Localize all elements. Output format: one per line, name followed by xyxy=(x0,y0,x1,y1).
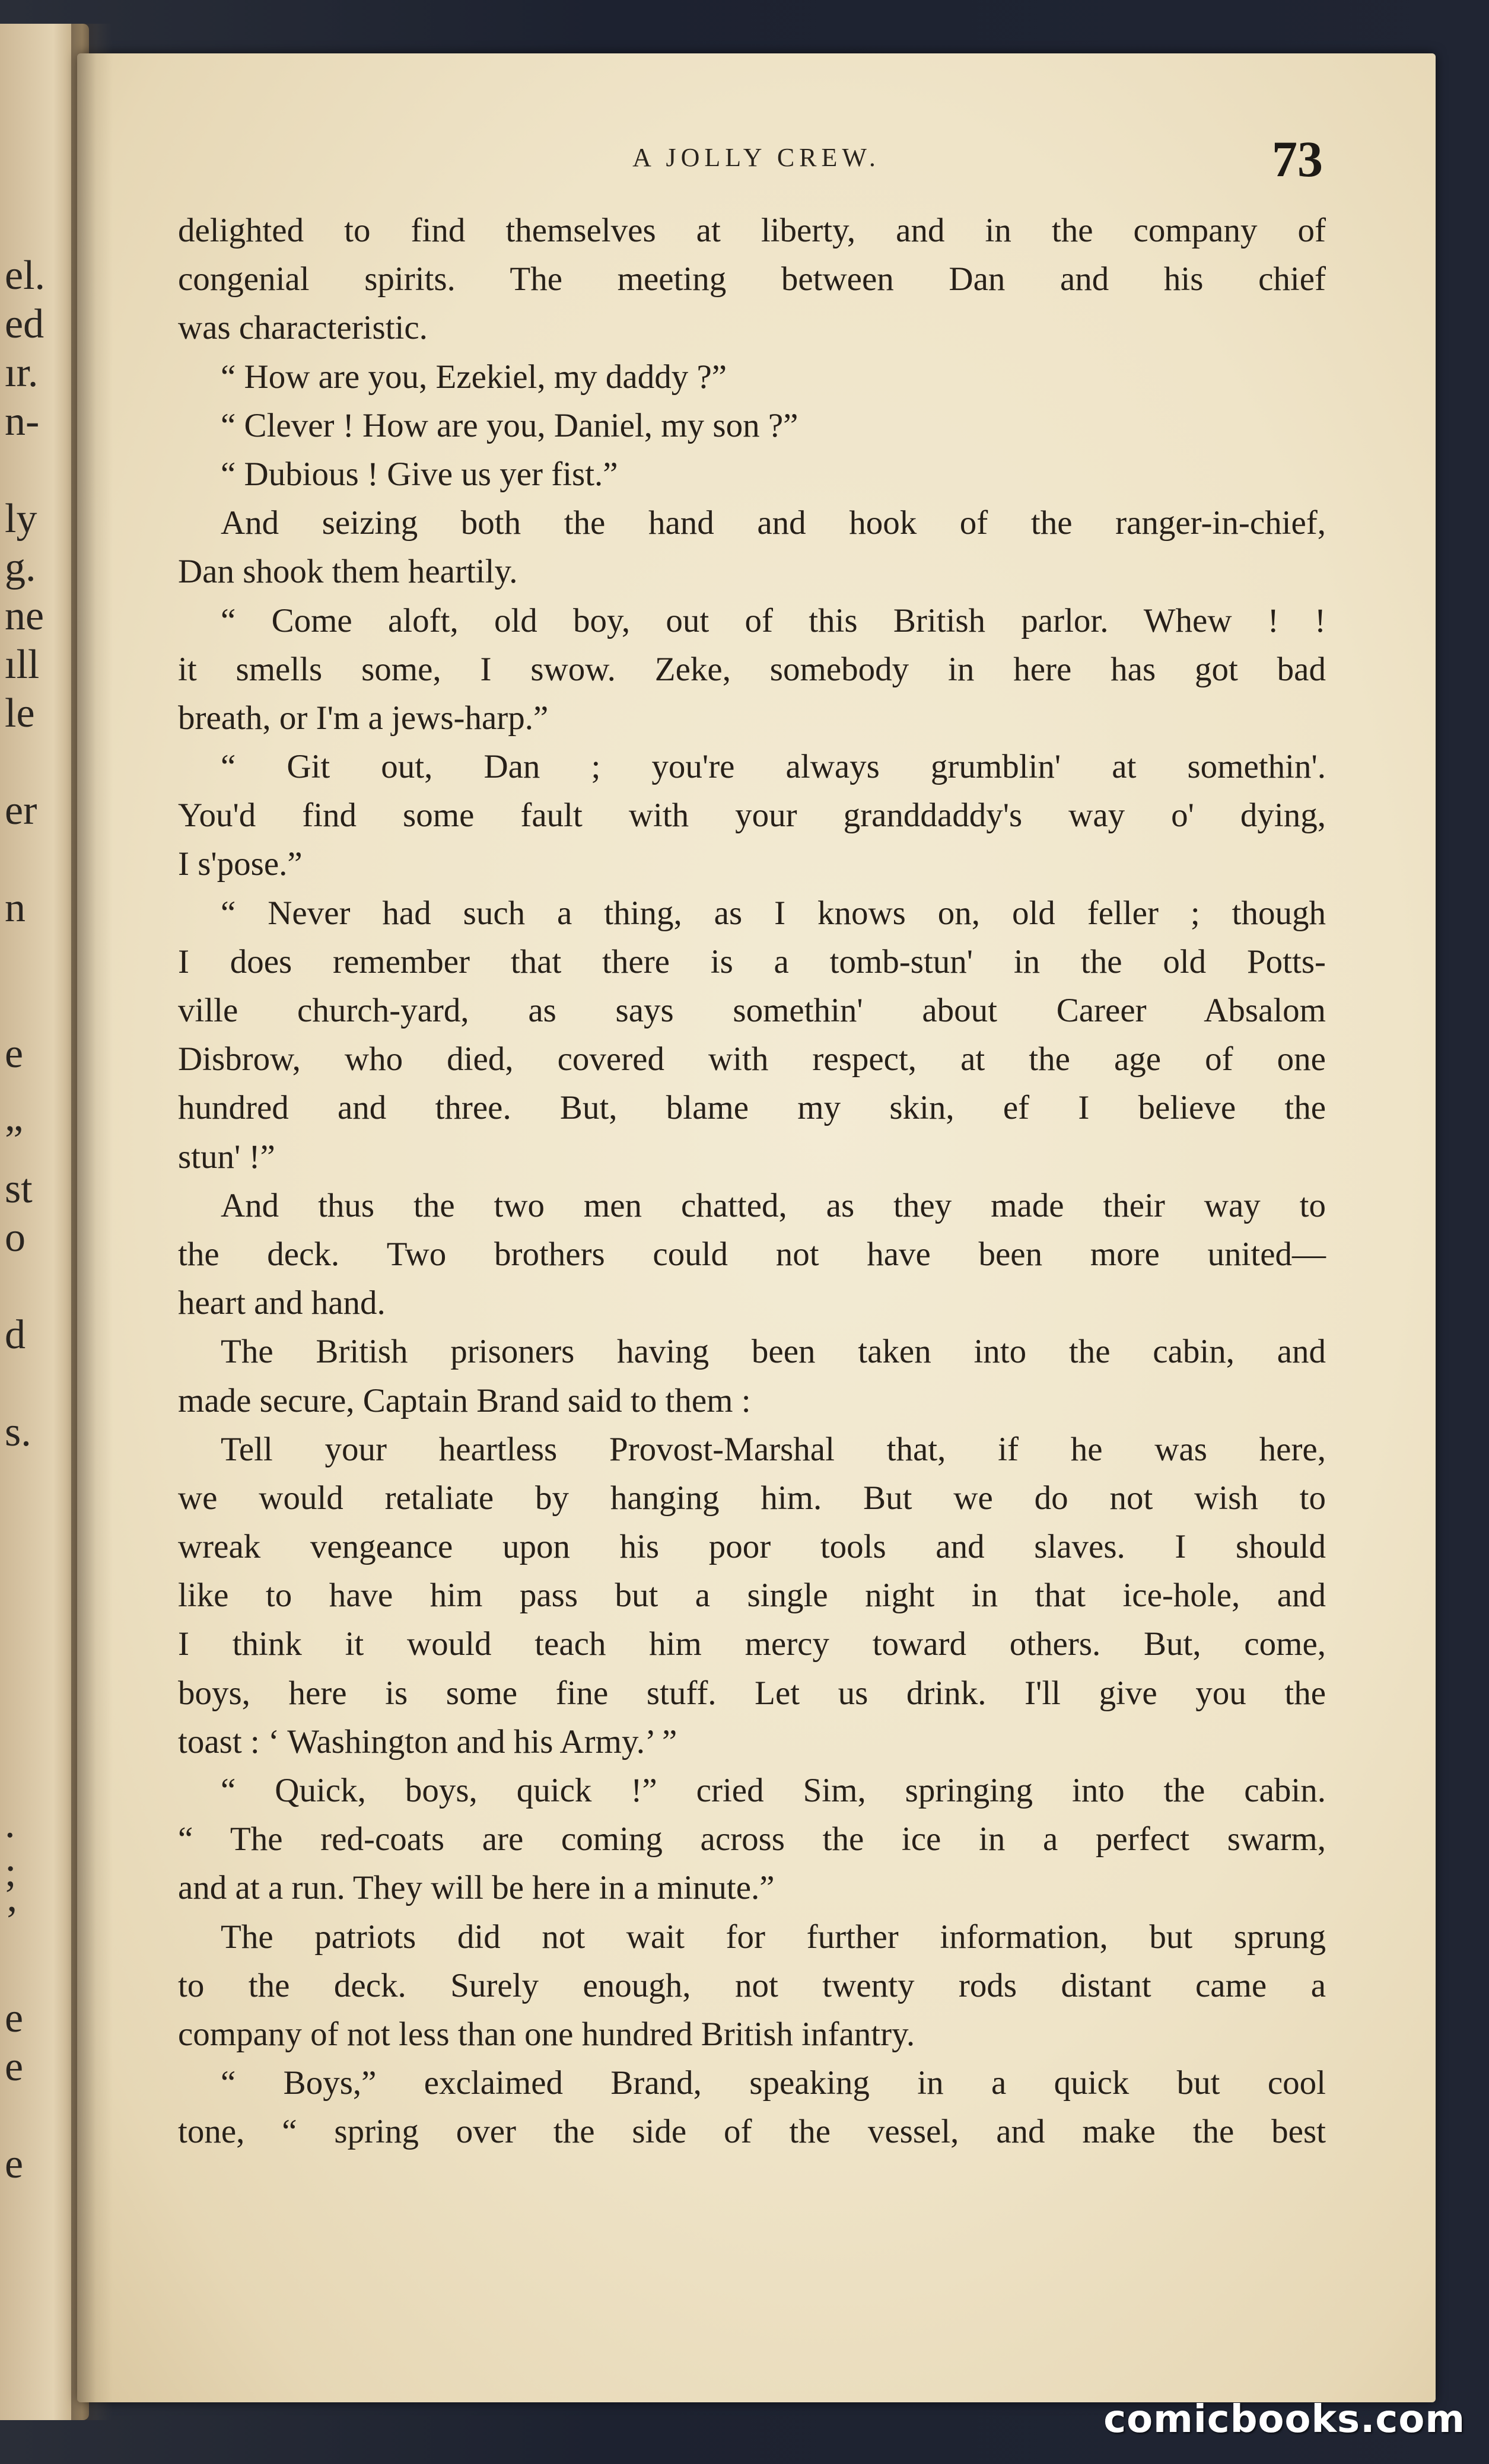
margin-fragment: ly xyxy=(5,496,37,542)
margin-fragment: ır. xyxy=(5,350,39,396)
margin-fragment: s. xyxy=(5,1409,31,1455)
text-line: “ Clever ! How are you, Daniel, my son ?” xyxy=(221,406,798,444)
margin-fragment: e xyxy=(5,1995,24,2041)
margin-fragment: e xyxy=(5,1031,24,1077)
facing-page-edge xyxy=(0,24,89,2420)
text-line: wreak vengeance upon his poor tools and slaves. I should xyxy=(178,1528,1326,1566)
text-line: heart and hand. xyxy=(178,1284,386,1322)
margin-fragment: d xyxy=(5,1312,26,1358)
text-line: And seizing both the hand and hook of the ranger-in-chief, xyxy=(221,504,1326,542)
text-line: congenial spirits. The meeting between Dan and his chief xyxy=(178,260,1326,298)
text-line: ville church-yard, as says somethin' about Career Absalom xyxy=(178,992,1326,1029)
margin-fragment: ne xyxy=(5,593,44,639)
margin-fragment: ; xyxy=(5,1849,17,1895)
page-body-text xyxy=(178,206,1326,2157)
margin-fragment: o xyxy=(5,1215,26,1260)
margin-fragment: st xyxy=(5,1166,33,1212)
text-line: Tell your heartless Provost-Marshal that, if he was here, xyxy=(221,1430,1326,1468)
text-line: tone, “ spring over the side of the vessel, and make the best xyxy=(178,2113,1326,2151)
margin-fragment: n- xyxy=(5,399,40,444)
text-line: “ Dubious ! Give us yer fist.” xyxy=(221,455,618,493)
text-line: “ Git out, Dan ; you're always grumblin' at somethin'. xyxy=(221,748,1326,786)
text-line: boys, here is some fine stuff. Let us drink. I'll give you the xyxy=(178,1674,1326,1712)
text-line: You'd find some fault with your granddaddy's way o' dying, xyxy=(178,797,1326,835)
text-line: the deck. Two brothers could not have been more united— xyxy=(178,1235,1326,1273)
text-line: “ Come aloft, old boy, out of this British parlor. Whew ! ! xyxy=(221,601,1326,639)
margin-fragment: ” xyxy=(5,1118,24,1163)
text-line: it smells some, I swow. Zeke, somebody in here has got bad xyxy=(178,650,1326,688)
margin-fragment: el. xyxy=(5,253,46,298)
text-line: “ Quick, boys, quick !” cried Sim, springing into the cabin. xyxy=(221,1772,1326,1809)
text-line: and at a run. They will be here in a minute.” xyxy=(178,1869,775,1907)
text-line: The patriots did not wait for further information, but sprung xyxy=(221,1918,1326,1956)
text-line: company of not less than one hundred British infantry. xyxy=(178,2015,915,2053)
text-line: we would retaliate by hanging him. But we do not wish to xyxy=(178,1479,1326,1517)
margin-fragment: ed xyxy=(5,301,44,347)
margin-fragment: n xyxy=(5,885,26,931)
margin-fragment: e xyxy=(5,2141,24,2187)
text-line: was characteristic. xyxy=(178,309,428,347)
margin-fragment: ıll xyxy=(5,642,40,687)
text-line: like to have him pass but a single night in that ice-hole, and xyxy=(178,1577,1326,1615)
page-number: 73 xyxy=(1272,130,1323,187)
running-head: A JOLLY CREW. xyxy=(632,143,880,172)
text-line: “ Boys,” exclaimed Brand, speaking in a quick but cool xyxy=(221,2064,1326,2102)
text-line: toast : ‘ Washington and his Army.’ ” xyxy=(178,1723,677,1761)
margin-fragment: ’ xyxy=(5,1898,19,1944)
text-line: to the deck. Surely enough, not twenty rods distant came a xyxy=(178,1966,1326,2004)
text-line: “ How are you, Ezekiel, my daddy ?” xyxy=(221,358,727,396)
margin-fragment: . xyxy=(5,1801,15,1847)
text-line: delighted to find themselves at liberty, and in the company of xyxy=(178,212,1326,249)
text-line: Dan shook them heartily. xyxy=(178,553,518,591)
text-line: made secure, Captain Brand said to them : xyxy=(178,1381,751,1419)
text-line: The British prisoners having been taken into the cabin, and xyxy=(221,1333,1326,1371)
text-line: “ Never had such a thing, as I knows on, old feller ; though xyxy=(221,894,1326,932)
text-line: “ The red-coats are coming across the ice in a perfect swarm, xyxy=(178,1820,1326,1858)
text-line: And thus the two men chatted, as they made their way to xyxy=(221,1186,1326,1224)
margin-fragment: le xyxy=(5,690,35,736)
text-line: I s'pose.” xyxy=(178,845,303,883)
text-line: Disbrow, who died, covered with respect, at the age of one xyxy=(178,1040,1326,1078)
text-line: breath, or I'm a jews-harp.” xyxy=(178,699,549,737)
text-line: stun' !” xyxy=(178,1138,275,1176)
text-line: I think it would teach him mercy toward others. But, come, xyxy=(178,1625,1326,1663)
site-watermark: comicbooks.com xyxy=(1103,2398,1465,2441)
text-line: hundred and three. But, blame my skin, ef I believe the xyxy=(178,1089,1326,1127)
text-line: I does remember that there is a tomb-stun' in the old Potts- xyxy=(178,943,1326,980)
margin-fragment: e xyxy=(5,2044,24,2090)
margin-fragment: g. xyxy=(5,545,36,590)
margin-fragment: er xyxy=(5,788,37,833)
book-page xyxy=(77,53,1436,2402)
page-header xyxy=(77,130,1436,196)
